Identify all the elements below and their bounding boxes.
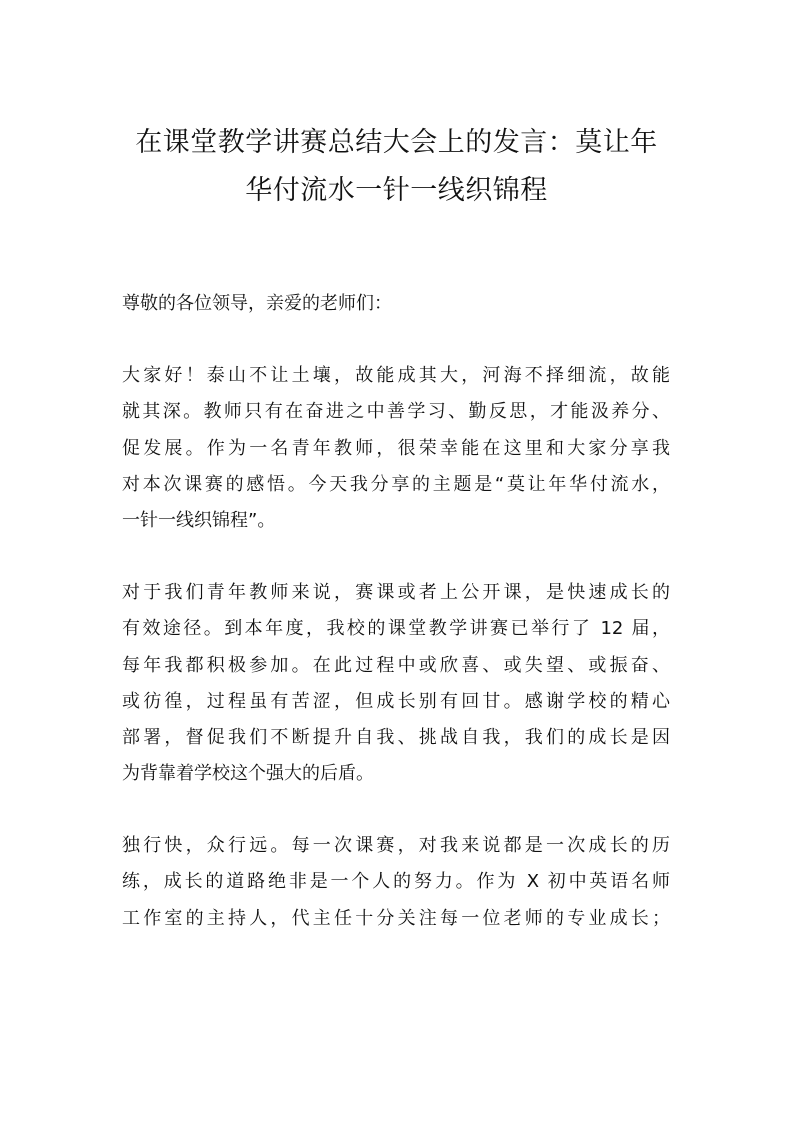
title-line-1: 在课堂教学讲赛总结大会上的发言：莫让年 [135,127,658,158]
text-line: 一针一线织锦程”。 [122,509,276,531]
paragraph-spacer [122,539,670,575]
paragraph-teamwork [122,828,670,937]
text-line: 有效途径。到本年度，我校的课堂教学讲赛已举行了 12 届， [122,618,670,640]
text-line: 就其深。教师只有在奋进之中善学习、勤反思，才能汲养分、 [122,401,670,423]
document-title [100,119,693,215]
paragraph-spacer [122,792,670,828]
text-line: 部署，督促我们不断提升自我、挑战自我，我们的成长是因 [122,726,670,748]
paragraph-salutation [122,286,670,322]
text-line: 每年我都积极参加。在此过程中或欣喜、或失望、或振奋、 [122,654,670,676]
title-line-2: 华付流水一针一线织锦程 [245,175,548,206]
text-line: 独行快，众行远。每一次课赛，对我来说都是一次成长的历 [122,835,670,857]
text-line: 练，成长的道路绝非是一个人的努力。作为 X 初中英语名师 [122,871,670,893]
text-line: 为背靠着学校这个强大的后盾。 [122,763,374,785]
text-line: 对于我们青年教师来说，赛课或者上公开课，是快速成长的 [122,582,670,604]
text-line: 促发展。作为一名青年教师，很荣幸能在这里和大家分享我 [122,437,670,459]
document-body [122,286,670,937]
text-line: 尊敬的各位领导，亲爱的老师们： [122,293,392,314]
paragraph-growth [122,575,670,792]
paragraph-spacer [122,322,670,358]
text-line: 大家好！泰山不让土壤，故能成其大，河海不择细流，故能 [122,365,670,387]
text-line: 对本次课赛的感悟。今天我分享的主题是“莫让年华付流水， [122,473,670,495]
paragraph-greeting [122,358,670,539]
text-line: 或彷徨，过程虽有苦涩，但成长别有回甘。感谢学校的精心 [122,690,670,712]
text-line: 工作室的主持人，代主任十分关注每一位老师的专业成长； [122,907,670,929]
